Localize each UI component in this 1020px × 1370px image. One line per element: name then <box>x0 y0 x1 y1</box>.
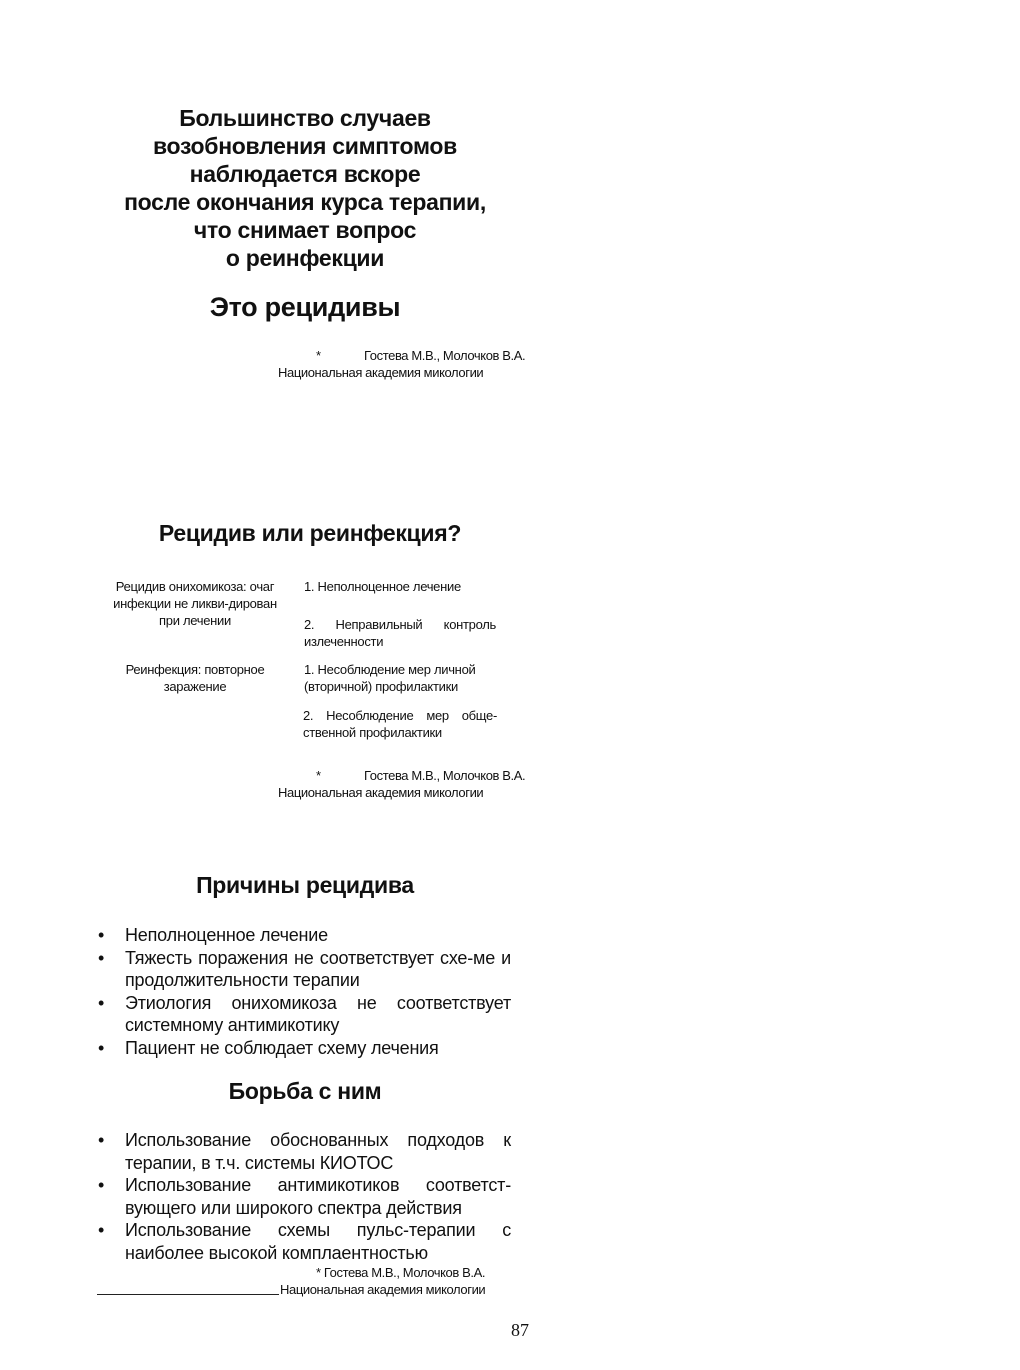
bullet-icon: • <box>98 947 105 968</box>
slide3-credit-org: Национальная академия микологии <box>280 1282 486 1297</box>
cause-text: Пациент не соблюдает схему лечения <box>125 1037 439 1058</box>
credit-star: * <box>316 348 321 363</box>
reinfection-reason-1: 1. Несоблюдение мер личной (вторичной) профилактики <box>304 662 476 694</box>
slide2-title: Рецидив или реинфекция? <box>158 520 462 546</box>
list-item <box>96 1174 511 1219</box>
slide3-credit-authors: * Гостева М.В., Молочков В.А. <box>316 1265 486 1280</box>
slide2-credit-authors <box>316 767 525 784</box>
relapse-reason-2: 2. Неправильный контроль излеченности <box>304 617 496 649</box>
credit-authors: Гостева М.В., Молочков В.А. <box>364 348 526 363</box>
slide1-line: что снимает вопрос <box>193 217 417 243</box>
measure-text: Использование схемы пульс-терапии с наиболее высокой комплаентностью <box>125 1220 511 1263</box>
relapse-label: Рецидив онихомикоза: очаг инфекции не ликви-дирован при лечении <box>113 579 277 628</box>
slide2-credit-org: Национальная академия микологии <box>278 785 484 800</box>
bullet-icon: • <box>98 1037 105 1058</box>
list-item <box>96 1129 511 1174</box>
footnote-rule <box>97 1294 279 1295</box>
slide1-line: наблюдается вскоре <box>189 161 421 187</box>
slide1-line: возобновления симптомов <box>153 133 457 159</box>
credit-authors: Гостева М.В., Молочков В.А. <box>364 768 526 783</box>
bullet-icon: • <box>98 1220 105 1240</box>
causes-list <box>96 924 511 1059</box>
slide1-statement <box>90 104 520 272</box>
fight-title: Борьба с ним <box>228 1078 382 1104</box>
slide1-line: о реинфекции <box>225 245 385 271</box>
page-number: 87 <box>511 1320 529 1340</box>
list-item <box>96 924 511 947</box>
list-item <box>96 947 511 992</box>
list-item <box>96 1219 511 1264</box>
list-item <box>96 992 511 1037</box>
bullet-icon: • <box>98 1175 105 1195</box>
bullet-icon: • <box>98 992 105 1013</box>
slide1-line: после окончания курса терапии, <box>124 189 486 215</box>
slide1-credit-org: Национальная академия микологии <box>278 365 484 380</box>
relapse-reason-1: 1. Неполноценное лечение <box>304 579 461 594</box>
cause-text: Неполноценное лечение <box>125 925 328 945</box>
slide1-credit-authors <box>316 347 525 364</box>
measures-list <box>96 1129 511 1264</box>
slide1-line: Большинство случаев <box>179 105 431 131</box>
reinfection-label: Реинфекция: повторное заражение <box>125 662 265 694</box>
credit-star: * <box>316 768 321 783</box>
bullet-icon: • <box>98 925 105 945</box>
list-item <box>96 1037 511 1060</box>
measure-text: Использование антимикотиков соответст-вующего или широкого спектра действия <box>125 1175 511 1218</box>
cause-text: Этиология онихомикоза не соответствует системному антимикотику <box>125 992 511 1035</box>
slide3-title: Причины рецидива <box>196 872 414 898</box>
slide1-title: Это рецидивы <box>209 292 401 322</box>
bullet-icon: • <box>98 1130 105 1150</box>
measure-text: Использование обоснованных подходов к терапии, в т.ч. системы КИОТОС <box>125 1130 511 1173</box>
cause-text: Тяжесть поражения не соответствует схе-ме и продолжительности терапии <box>125 947 511 990</box>
reinfection-reason-2: 2. Несоблюдение мер обще-ственной профилактики <box>303 708 497 740</box>
